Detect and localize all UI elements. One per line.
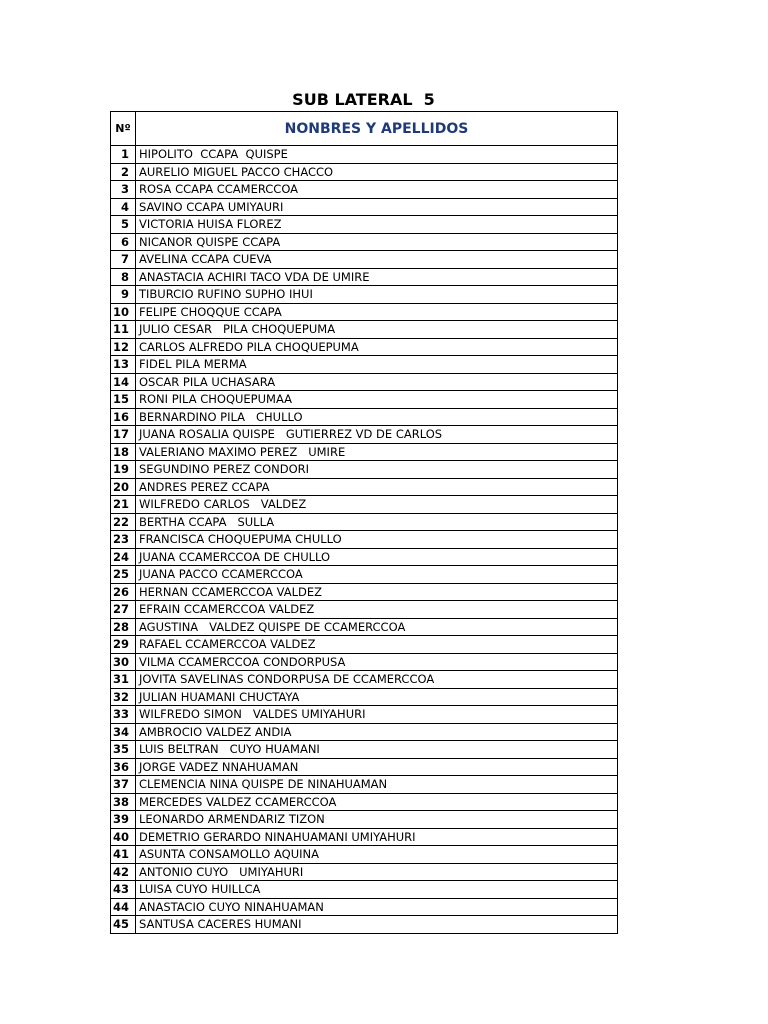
member-name: JUANA ROSALIA QUISPE GUTIERREZ VD DE CARLOS: [136, 426, 618, 444]
table-row: [111, 758, 618, 776]
member-name: AVELINA CCAPA CUEVA: [136, 251, 618, 269]
member-name: FRANCISCA CHOQUEPUMA CHULLO: [136, 531, 618, 549]
row-number: 40: [111, 828, 136, 846]
member-name: SEGUNDINO PEREZ CONDORI: [136, 461, 618, 479]
table-row: [111, 566, 618, 584]
table-row: [111, 443, 618, 461]
member-name: ANASTACIA ACHIRI TACO VDA DE UMIRE: [136, 268, 618, 286]
member-name: AURELIO MIGUEL PACCO CHACCO: [136, 163, 618, 181]
table-row: [111, 846, 618, 864]
row-number: 11: [111, 321, 136, 339]
row-number: 23: [111, 531, 136, 549]
member-name: LUISA CUYO HUILLCA: [136, 881, 618, 899]
member-name: DEMETRIO GERARDO NINAHUAMANI UMIYAHURI: [136, 828, 618, 846]
row-number: 33: [111, 706, 136, 724]
member-name: MERCEDES VALDEZ CCAMERCCOA: [136, 793, 618, 811]
table-row: [111, 496, 618, 514]
table-row: [111, 461, 618, 479]
row-number: 4: [111, 198, 136, 216]
row-number: 21: [111, 496, 136, 514]
column-header-number: Nº: [111, 112, 136, 146]
row-number: 45: [111, 916, 136, 934]
row-number: 43: [111, 881, 136, 899]
table-row: [111, 653, 618, 671]
table-row: [111, 198, 618, 216]
table-row: [111, 251, 618, 269]
member-name: JULIAN HUAMANI CHUCTAYA: [136, 688, 618, 706]
row-number: 29: [111, 636, 136, 654]
table-row: [111, 181, 618, 199]
table-row: [111, 408, 618, 426]
member-name: SAVINO CCAPA UMIYAURI: [136, 198, 618, 216]
member-name: AGUSTINA VALDEZ QUISPE DE CCAMERCCOA: [136, 618, 618, 636]
row-number: 13: [111, 356, 136, 374]
table-row: [111, 688, 618, 706]
table-body: [111, 146, 618, 934]
member-name: TIBURCIO RUFINO SUPHO IHUI: [136, 286, 618, 304]
member-name: OSCAR PILA UCHASARA: [136, 373, 618, 391]
table-row: [111, 513, 618, 531]
row-number: 25: [111, 566, 136, 584]
row-number: 16: [111, 408, 136, 426]
member-name: HERNAN CCAMERCCOA VALDEZ: [136, 583, 618, 601]
member-name: LUIS BELTRAN CUYO HUAMANI: [136, 741, 618, 759]
member-name: ASUNTA CONSAMOLLO AQUINA: [136, 846, 618, 864]
member-name: ANTONIO CUYO UMIYAHURI: [136, 863, 618, 881]
row-number: 5: [111, 216, 136, 234]
table-row: [111, 356, 618, 374]
member-name: JUANA CCAMERCCOA DE CHULLO: [136, 548, 618, 566]
member-name: CLEMENCIA NINA QUISPE DE NINAHUAMAN: [136, 776, 618, 794]
row-number: 27: [111, 601, 136, 619]
page-title: SUB LATERAL 5: [292, 90, 435, 109]
row-number: 1: [111, 146, 136, 164]
row-number: 9: [111, 286, 136, 304]
table-row: [111, 706, 618, 724]
row-number: 15: [111, 391, 136, 409]
table-row: [111, 338, 618, 356]
table-row: [111, 426, 618, 444]
member-name: FIDEL PILA MERMA: [136, 356, 618, 374]
table-row: [111, 216, 618, 234]
column-header-names: NONBRES Y APELLIDOS: [136, 112, 618, 146]
row-number: 26: [111, 583, 136, 601]
member-name: ANDRES PEREZ CCAPA: [136, 478, 618, 496]
member-name: FELIPE CHOQQUE CCAPA: [136, 303, 618, 321]
row-number: 30: [111, 653, 136, 671]
row-number: 24: [111, 548, 136, 566]
member-name: LEONARDO ARMENDARIZ TIZON: [136, 811, 618, 829]
member-name: BERNARDINO PILA CHULLO: [136, 408, 618, 426]
row-number: 32: [111, 688, 136, 706]
row-number: 36: [111, 758, 136, 776]
table-row: [111, 898, 618, 916]
member-table: [110, 111, 618, 934]
row-number: 3: [111, 181, 136, 199]
row-number: 20: [111, 478, 136, 496]
member-name: BERTHA CCAPA SULLA: [136, 513, 618, 531]
row-number: 37: [111, 776, 136, 794]
row-number: 6: [111, 233, 136, 251]
member-name: HIPOLITO CCAPA QUISPE: [136, 146, 618, 164]
table-row: [111, 583, 618, 601]
table-row: [111, 828, 618, 846]
row-number: 31: [111, 671, 136, 689]
row-number: 2: [111, 163, 136, 181]
row-number: 34: [111, 723, 136, 741]
row-number: 7: [111, 251, 136, 269]
table-row: [111, 163, 618, 181]
table-row: [111, 321, 618, 339]
table-row: [111, 531, 618, 549]
table-row: [111, 881, 618, 899]
row-number: 19: [111, 461, 136, 479]
member-name: RONI PILA CHOQUEPUMAA: [136, 391, 618, 409]
row-number: 38: [111, 793, 136, 811]
member-name: VICTORIA HUISA FLOREZ: [136, 216, 618, 234]
member-name: JULIO CESAR PILA CHOQUEPUMA: [136, 321, 618, 339]
table-row: [111, 863, 618, 881]
row-number: 12: [111, 338, 136, 356]
member-name: ROSA CCAPA CCAMERCCOA: [136, 181, 618, 199]
table-row: [111, 916, 618, 934]
table-row: [111, 373, 618, 391]
row-number: 28: [111, 618, 136, 636]
row-number: 17: [111, 426, 136, 444]
member-name: SANTUSA CACERES HUMANI: [136, 916, 618, 934]
row-number: 35: [111, 741, 136, 759]
table-row: [111, 811, 618, 829]
table-row: [111, 793, 618, 811]
member-name: NICANOR QUISPE CCAPA: [136, 233, 618, 251]
table-row: [111, 601, 618, 619]
table-row: [111, 776, 618, 794]
table-row: [111, 303, 618, 321]
member-name: EFRAIN CCAMERCCOA VALDEZ: [136, 601, 618, 619]
member-name: VALERIANO MAXIMO PEREZ UMIRE: [136, 443, 618, 461]
member-name: RAFAEL CCAMERCCOA VALDEZ: [136, 636, 618, 654]
member-name: JUANA PACCO CCAMERCCOA: [136, 566, 618, 584]
row-number: 41: [111, 846, 136, 864]
table-row: [111, 548, 618, 566]
member-name: AMBROCIO VALDEZ ANDIA: [136, 723, 618, 741]
table-row: [111, 286, 618, 304]
table-row: [111, 671, 618, 689]
table-row: [111, 478, 618, 496]
member-name: JORGE VADEZ NNAHUAMAN: [136, 758, 618, 776]
row-number: 10: [111, 303, 136, 321]
table-row: [111, 391, 618, 409]
row-number: 44: [111, 898, 136, 916]
row-number: 22: [111, 513, 136, 531]
member-name: JOVITA SAVELINAS CONDORPUSA DE CCAMERCCOA: [136, 671, 618, 689]
table-row: [111, 268, 618, 286]
member-name: VILMA CCAMERCCOA CONDORPUSA: [136, 653, 618, 671]
row-number: 39: [111, 811, 136, 829]
row-number: 18: [111, 443, 136, 461]
table-row: [111, 146, 618, 164]
table-row: [111, 741, 618, 759]
row-number: 42: [111, 863, 136, 881]
row-number: 8: [111, 268, 136, 286]
member-name: ANASTACIO CUYO NINAHUAMAN: [136, 898, 618, 916]
table-row: [111, 618, 618, 636]
table-row: [111, 233, 618, 251]
table-row: [111, 636, 618, 654]
row-number: 14: [111, 373, 136, 391]
table-row: [111, 723, 618, 741]
member-name: CARLOS ALFREDO PILA CHOQUEPUMA: [136, 338, 618, 356]
table-header-row: [111, 112, 618, 146]
member-name: WILFREDO SIMON VALDES UMIYAHURI: [136, 706, 618, 724]
member-name: WILFREDO CARLOS VALDEZ: [136, 496, 618, 514]
